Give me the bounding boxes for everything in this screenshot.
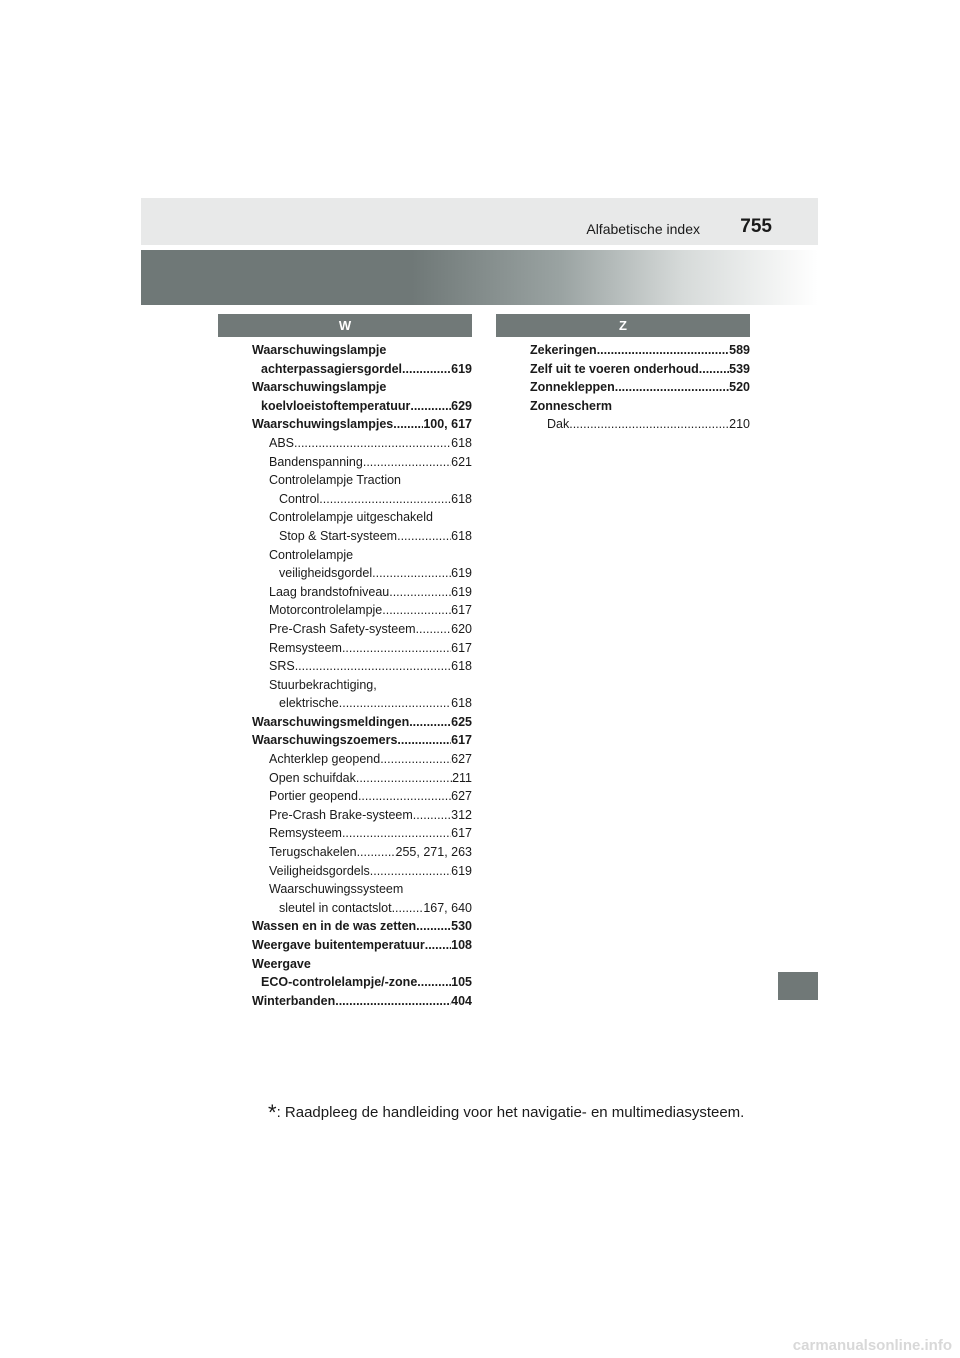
section-tab [778, 972, 818, 1000]
dot-leader [357, 843, 396, 862]
index-entry [530, 378, 750, 397]
entry-text: Portier geopend [269, 789, 358, 804]
entry-page: 255, 271, 263 [395, 845, 472, 860]
entry-text: Waarschuwingslampjes [252, 417, 394, 432]
entry-text: Open schuifdak [269, 770, 356, 785]
dot-leader [413, 806, 451, 825]
index-entry [252, 490, 472, 509]
entry-text: Remsysteem [269, 826, 342, 841]
page-header [141, 198, 818, 245]
entry-text: Stuurbekrachtiging, [269, 677, 377, 692]
index-entry [252, 360, 472, 379]
entry-page: 617 [451, 603, 472, 618]
index-entry [252, 750, 472, 769]
entry-page: 589 [729, 343, 750, 357]
entry-text: Pre-Crash Brake-systeem [269, 807, 413, 822]
index-entry [252, 899, 472, 918]
dot-leader [699, 360, 729, 379]
entry-text: Terugschakelen [269, 845, 357, 860]
entry-text: Veiligheidsgordels [269, 863, 370, 878]
entry-text: Pre-Crash Safety-systeem [269, 621, 416, 636]
index-entry [252, 843, 472, 862]
index-entry [252, 676, 472, 695]
dot-leader [335, 992, 451, 1011]
entry-page: 617 [451, 733, 472, 748]
entry-text: Stop & Start-systeem [279, 528, 398, 543]
dot-leader [382, 601, 451, 620]
index-entry [252, 769, 472, 788]
dot-leader [319, 490, 451, 509]
index-entry [252, 657, 472, 676]
watermark: carmanualsonline.info [792, 1337, 952, 1354]
entry-page: 105 [451, 975, 472, 990]
section-title: Alfabetische index [586, 221, 700, 237]
entry-page: 404 [451, 993, 472, 1008]
entry-page: 618 [451, 696, 472, 711]
dot-leader [389, 583, 451, 602]
index-entry [252, 471, 472, 490]
dot-leader [425, 936, 451, 955]
dot-leader [358, 787, 451, 806]
dot-leader [372, 564, 451, 583]
dot-leader [392, 899, 424, 918]
entry-text: Weergave [252, 956, 311, 971]
index-entry [252, 639, 472, 658]
dot-leader [295, 657, 451, 676]
entry-text: Control [279, 491, 320, 506]
dot-leader [597, 341, 729, 360]
dot-leader [380, 750, 451, 769]
entry-page: 618 [451, 659, 472, 674]
index-entry [252, 955, 472, 974]
entry-page: 210 [729, 417, 750, 432]
index-entry [530, 397, 750, 416]
entry-text: SRS [269, 659, 295, 674]
entry-text: Wassen en in de was zetten [252, 919, 417, 934]
dot-leader [416, 620, 452, 639]
index-entry [252, 397, 472, 416]
index-entry [252, 731, 472, 750]
index-entry [252, 378, 472, 397]
entry-page: 625 [451, 714, 472, 729]
entry-text: koelvloeistoftemperatuur [261, 398, 411, 413]
entry-text: Zonnescherm [530, 398, 612, 413]
dot-leader [393, 415, 423, 434]
dot-leader [417, 973, 451, 992]
entry-page: 627 [451, 752, 472, 767]
entry-page: 100, 617 [423, 417, 472, 432]
entry-page: 530 [451, 919, 472, 934]
entry-text: sleutel in contactslot [279, 900, 392, 915]
entry-text: achterpassagiersgordel [261, 361, 403, 376]
entry-page: 619 [451, 863, 472, 878]
footnote-marker: * [268, 1100, 277, 1125]
dot-leader [397, 731, 451, 750]
entry-page: 520 [729, 380, 750, 395]
entry-page: 618 [451, 435, 472, 450]
entry-text: ECO-controlelampje/-zone [261, 975, 418, 990]
index-entry [252, 936, 472, 955]
dot-leader [370, 862, 451, 881]
index-entry [252, 694, 472, 713]
entry-page: 629 [451, 398, 472, 413]
index-entry [252, 806, 472, 825]
index-column-w [218, 314, 472, 1010]
entry-text: Waarschuwingslampje [252, 343, 387, 357]
entry-text: Waarschuwingssysteem [269, 882, 404, 897]
footnote [268, 1100, 744, 1126]
entry-text: elektrische [279, 696, 339, 711]
index-entry [252, 527, 472, 546]
entry-text: Laag brandstofniveau [269, 584, 390, 599]
entry-text: Weergave buitentemperatuur [252, 938, 425, 952]
dot-leader [363, 453, 451, 472]
index-entry [252, 787, 472, 806]
entry-page: 620 [451, 621, 472, 636]
entry-text: Zekeringen [530, 343, 597, 357]
entry-page: 618 [451, 491, 472, 506]
index-entry [252, 583, 472, 602]
entry-text: Controlelampje Traction [269, 473, 402, 488]
dot-leader [409, 713, 451, 732]
index-entries-z [496, 341, 750, 434]
entry-text: Waarschuwingslampje [252, 380, 387, 395]
index-entry [252, 862, 472, 881]
entry-page: 627 [451, 789, 472, 804]
entry-page: 108 [451, 938, 472, 952]
dot-leader [356, 769, 452, 788]
dot-leader [342, 639, 451, 658]
index-entry [530, 360, 750, 379]
entry-page: 621 [451, 454, 472, 469]
entry-page: 619 [451, 566, 472, 581]
entry-text: Motorcontrolelampje [269, 603, 383, 618]
index-entry [252, 564, 472, 583]
dot-leader [294, 434, 451, 453]
index-entry [252, 992, 472, 1011]
entry-text: Waarschuwingszoemers [252, 733, 398, 748]
dot-leader [569, 415, 729, 434]
entry-page: 617 [451, 826, 472, 841]
entry-text: Remsysteem [269, 640, 342, 655]
index-entry [252, 415, 472, 434]
index-entry [252, 434, 472, 453]
page-number: 755 [740, 216, 772, 237]
index-entry [252, 453, 472, 472]
entry-text: ABS [269, 435, 295, 450]
entry-page: 312 [451, 807, 472, 822]
entry-text: Zelf uit te voeren onderhoud [530, 361, 699, 376]
entry-text: Bandenspanning [269, 454, 363, 469]
decorative-band [141, 250, 818, 305]
entry-page: 167, 640 [423, 900, 472, 915]
index-entry [252, 713, 472, 732]
letter-heading-z: Z [496, 314, 750, 337]
entry-page: 619 [451, 361, 472, 376]
index-entry [252, 973, 472, 992]
index-entry [530, 341, 750, 360]
footnote-text: : Raadpleeg de handleiding voor het navigatie- en multimediasysteem. [276, 1104, 745, 1121]
index-entry [252, 546, 472, 565]
entry-text: Controlelampje [269, 547, 354, 562]
entry-text: Controlelampje uitgeschakeld [269, 510, 433, 525]
entry-text: veiligheidsgordel [279, 566, 373, 581]
entry-text: Achterklep geopend [269, 752, 381, 767]
index-entry [530, 415, 750, 434]
index-entry [252, 341, 472, 360]
letter-heading-w: W [218, 314, 472, 337]
entry-page: 539 [729, 361, 750, 376]
index-entry [252, 508, 472, 527]
index-entry [252, 824, 472, 843]
dot-leader [615, 378, 729, 397]
entry-page: 618 [451, 528, 472, 543]
dot-leader [339, 694, 451, 713]
entry-text: Waarschuwingsmeldingen [252, 714, 410, 729]
index-entry [252, 880, 472, 899]
entry-text: Dak [547, 417, 570, 432]
entry-page: 211 [452, 770, 472, 785]
index-column-z [496, 314, 750, 434]
dot-leader [342, 824, 451, 843]
index-entry [252, 620, 472, 639]
dot-leader [416, 917, 451, 936]
entry-text: Zonnekleppen [530, 380, 615, 395]
dot-leader [410, 397, 451, 416]
index-entry [252, 917, 472, 936]
entry-text: Winterbanden [252, 993, 336, 1008]
index-entry [252, 601, 472, 620]
dot-leader [397, 527, 451, 546]
index-entries-w [218, 341, 472, 1010]
dot-leader [402, 360, 451, 379]
entry-page: 617 [451, 640, 472, 655]
entry-page: 619 [451, 584, 472, 599]
